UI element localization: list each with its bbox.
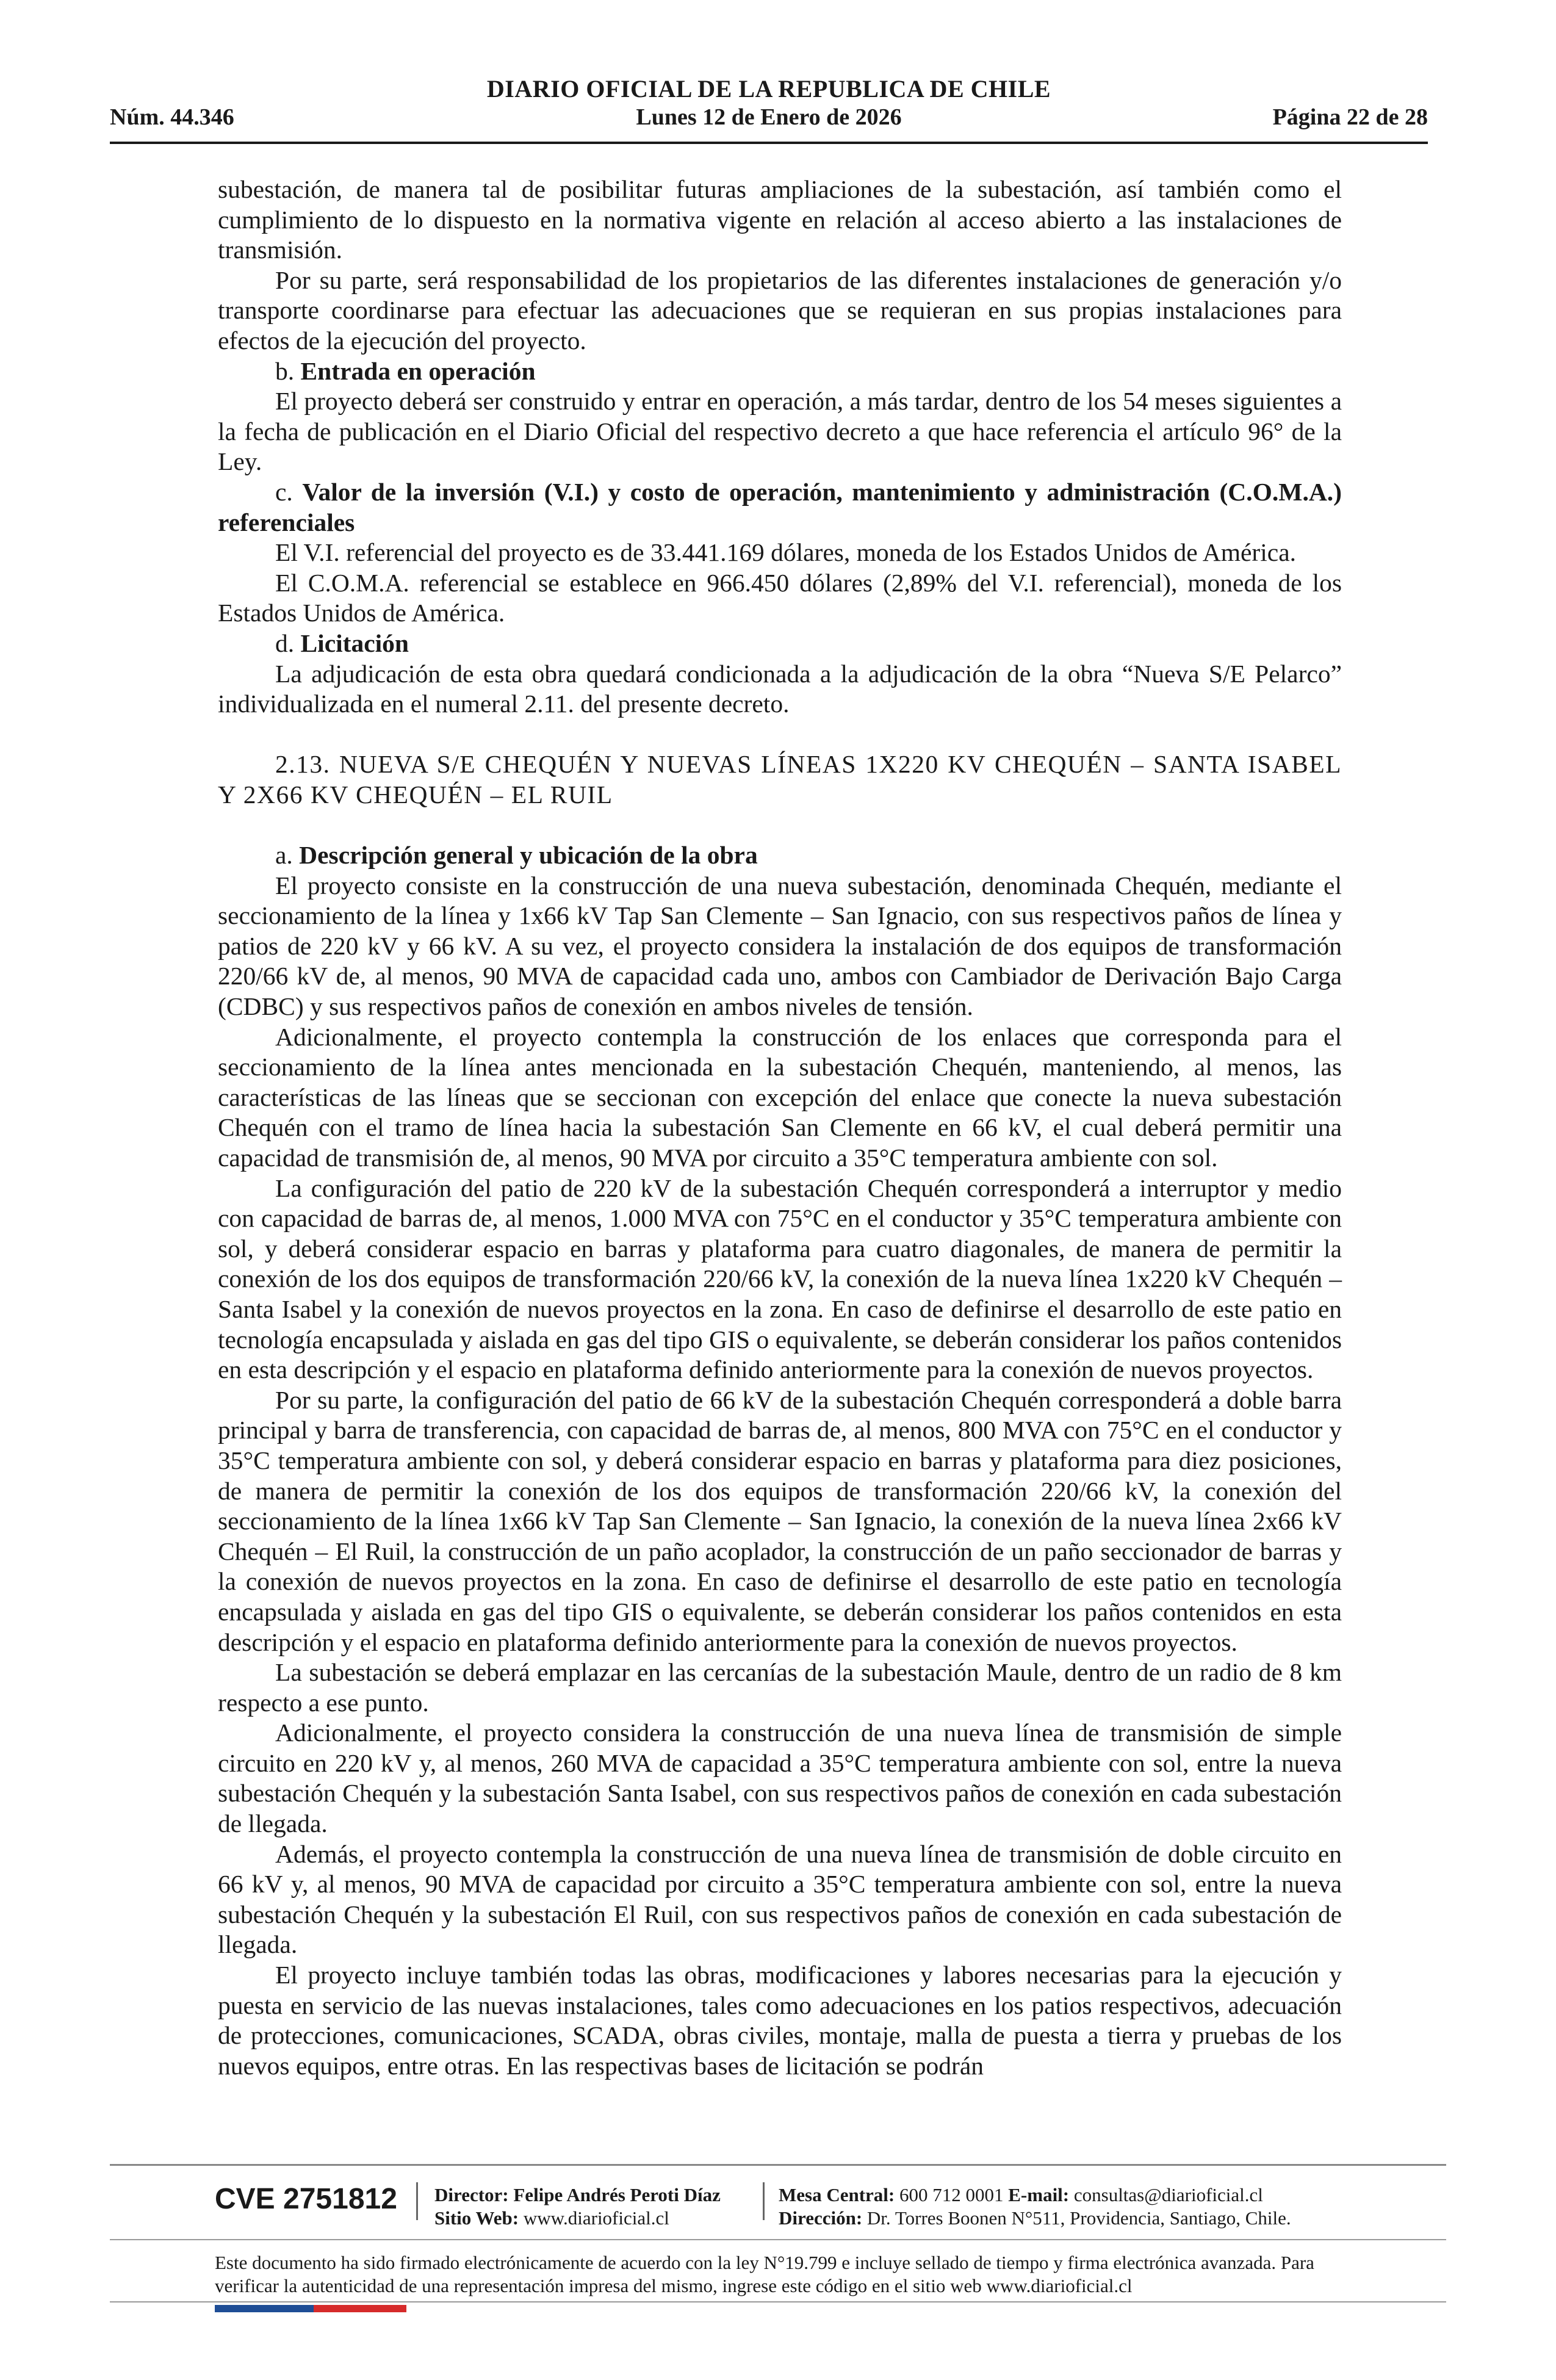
body-paragraph: El C.O.M.A. referencial se establece en 966.450 dólares (2,89% del V.I. referencial), moneda de los Estados Unidos de América.: [218, 568, 1342, 627]
footer-separator: [416, 2182, 418, 2220]
email-link[interactable]: consultas@diarioficial.cl: [1073, 2184, 1263, 2205]
issue-number: Núm. 44.346: [110, 104, 234, 130]
body-paragraph: Además, el proyecto contempla la construcción de una nueva línea de transmisión de doble circuito en 66 kV y, al menos, 90 MVA de capacidad por circuito a 35°C temperatura ambiente con sol, entre la nueva subestación Chequén y la subestación El Ruil, con sus respectivos paños de conexión en cada subestación de llegada.: [218, 1839, 1342, 1959]
body-paragraph: El proyecto consiste en la construcción de una nueva subestación, denominada Chequén, mediante el seccionamiento de la línea y 1x66 kV Tap San Clemente – San Ignacio, con sus respectivos paños de línea y patios de 220 kV y 66 kV. A su vez, el proyecto considera la instalación de dos equipos de transformación 220/66 kV de, al menos, 90 MVA de capacidad cada uno, ambos con Cambiador de Derivación Bajo Carga (CDBC) y sus respectivos paños de conexión en ambos niveles de tensión.: [218, 871, 1342, 1021]
section-title: 2.13. NUEVA S/E CHEQUÉN Y NUEVAS LÍNEAS 1X220 KV CHEQUÉN – SANTA ISABEL Y 2X66 KV CHEQUÉN – EL RUIL: [218, 750, 1342, 809]
page-number: Página 22 de 28: [1272, 104, 1428, 130]
subsection-title: Valor de la inversión (V.I.) y costo de operación, mantenimiento y administración (C.O.M.A.) referenciales: [218, 477, 1342, 536]
subsection-heading: [218, 356, 1342, 387]
footer-contact-block: [779, 2183, 1291, 2230]
blank-line: [218, 719, 1342, 750]
phone-label: Mesa Central:: [779, 2184, 895, 2205]
body-paragraph: Por su parte, la configuración del patio de 66 kV de la subestación Chequén corresponderá a doble barra principal y barra de transferencia, con capacidad de barras de, al menos, 800 MVA con 75°C en el conductor y 35°C temperatura ambiente con sol, y deberá considerar espacio en barras y plataforma para diez posiciones, de manera de permitir la conexión de los dos equipos de transformación 220/66 kV, la conexión del seccionamiento de la línea 1x66 kV Tap San Clemente – San Ignacio, la conexión de la nueva línea 2x66 kV Chequén – El Ruil, la construcción de un paño acoplador, la construcción de un paño seccionador de barras y la conexión de nuevos proyectos en la zona. En caso de definirse el desarrollo de este patio en tecnología encapsulada y aislada en gas del tipo GIS o equivalente, se deberán considerar los paños contenidos en esta descripción y el espacio en plataforma definido anteriormente para la conexión de nuevos proyectos.: [218, 1385, 1342, 1656]
page-header: [110, 74, 1428, 143]
subsection-letter: b.: [275, 356, 295, 385]
subsection-letter: d.: [275, 629, 295, 657]
subsection-title: Entrada en operación: [300, 356, 536, 385]
body-paragraph: La adjudicación de esta obra quedará condicionada a la adjudicación de la obra “Nueva S/E Pelarco” individualizada en el numeral 2.11. del presente decreto.: [218, 659, 1342, 718]
address-label: Dirección:: [779, 2207, 863, 2229]
body-paragraph: Adicionalmente, el proyecto considera la construcción de una nueva línea de transmisión de simple circuito en 220 kV y, al menos, 260 MVA de capacidad a 35°C temperatura ambiente con sol, entre la nueva subestación Chequén y la subestación Santa Isabel, con sus respectivos paños de conexión en cada subestación de llegada.: [218, 1718, 1342, 1838]
document-body: [218, 175, 1342, 2081]
body-paragraph: El proyecto incluye también todas las obras, modificaciones y labores necesarias para la ejecución y puesta en servicio de las nuevas instalaciones, tales como adecuaciones en los patios respectivos, adecuación de protecciones, comunicaciones, SCADA, obras civiles, montaje, malla de puesta a tierra y pruebas de los nuevos equipos, entre otras. En las respectivas bases de licitación se podrán: [218, 1961, 1342, 2080]
blank-line: [218, 810, 1342, 840]
body-paragraph: Adicionalmente, el proyecto contempla la construcción de los enlaces que corresponda para el seccionamiento de la línea antes mencionada en la subestación Chequén, manteniendo, al menos, las características de las líneas que se seccionan con excepción del enlace que conecte la nueva subestación Chequén con el tramo de línea hacia la subestación San Clemente en 66 kV, el cual deberá permitir una capacidad de transmisión de, al menos, 90 MVA por circuito a 35°C temperatura ambiente con sol.: [218, 1022, 1342, 1172]
issue-date: Lunes 12 de Enero de 2026: [636, 104, 902, 130]
director-name: Felipe Andrés Peroti Díaz: [513, 2184, 721, 2205]
address-text: Dr. Torres Boonen N°511, Providencia, Santiago, Chile.: [866, 2207, 1291, 2229]
subsection-title: Licitación: [300, 629, 409, 657]
footer-divider-bottom: [110, 2301, 1446, 2302]
footer-director-block: [434, 2183, 721, 2230]
subsection-title: Descripción general y ubicación de la obra: [299, 841, 758, 870]
footer-divider-middle: [110, 2239, 1446, 2240]
flag-stripe-red: [314, 2305, 406, 2312]
newspaper-title: DIARIO OFICIAL DE LA REPUBLICA DE CHILE: [486, 75, 1051, 103]
web-label: Sitio Web:: [434, 2207, 519, 2229]
flag-stripe-blue: [215, 2305, 314, 2312]
subsection-heading: [218, 629, 1342, 659]
subsection-heading: [218, 840, 1342, 871]
legal-notice: Este documento ha sido firmado electrónicamente de acuerdo con la ley N°19.799 e incluye sellado de tiempo y firma electrónica avanzada. Para verificar la autenticidad de una representación impresa del mismo, ingrese este código en el sitio web www.diarioficial.cl: [215, 2252, 1314, 2296]
email-label: E-mail:: [1008, 2184, 1070, 2205]
subsection-heading: [218, 477, 1342, 538]
body-paragraph: La subestación se deberá emplazar en las cercanías de la subestación Maule, dentro de un radio de 8 km respecto a ese punto.: [218, 1658, 1342, 1717]
body-paragraph: subestación, de manera tal de posibilitar futuras ampliaciones de la subestación, así también como el cumplimiento de lo dispuesto en la normativa vigente en relación al acceso abierto a las instalaciones de transmisión.: [218, 175, 1342, 264]
body-paragraph: El proyecto deberá ser construido y entrar en operación, a más tardar, dentro de los 54 meses siguientes a la fecha de publicación en el Diario Oficial del respectivo decreto a que hace referencia el artículo 96° de la Ley.: [218, 387, 1342, 476]
footer-divider-top: [110, 2164, 1446, 2166]
cve-code: CVE 2751812: [215, 2183, 397, 2215]
body-paragraph: El V.I. referencial del proyecto es de 33.441.169 dólares, moneda de los Estados Unidos de América.: [275, 538, 1296, 567]
body-paragraph: Por su parte, será responsabilidad de los propietarios de las diferentes instalaciones de generación y/o transporte coordinarse para efectuar las adecuaciones que se requieran en sus propias instalaciones para efectos de la ejecución del proyecto.: [218, 265, 1342, 355]
phone-number: 600 712 0001: [899, 2184, 1004, 2205]
subsection-letter: a.: [275, 841, 293, 870]
body-paragraph: La configuración del patio de 220 kV de la subestación Chequén corresponderá a interruptor y medio con capacidad de barras de, al menos, 1.000 MVA con 75°C en el conductor y 35°C temperatura ambiente con sol, y deberá considerar espacio en barras y plataforma para cuatro diagonales, de manera de permitir la conexión de los dos equipos de transformación 220/66 kV, la conexión de la nueva línea 1x220 kV Chequén – Santa Isabel y la conexión de nuevos proyectos en la zona. En caso de definirse el desarrollo de este patio en tecnología encapsulada y aislada en gas del tipo GIS o equivalente, se deberán considerar los paños contenidos en esta descripción y el espacio en plataforma definido anteriormente para la conexión de nuevos proyectos.: [218, 1174, 1342, 1384]
director-label: Director:: [434, 2184, 509, 2205]
header-divider: [110, 142, 1428, 144]
subsection-letter: c.: [275, 477, 293, 506]
footer-separator: [763, 2182, 765, 2220]
website-link[interactable]: www.diarioficial.cl: [523, 2207, 669, 2229]
